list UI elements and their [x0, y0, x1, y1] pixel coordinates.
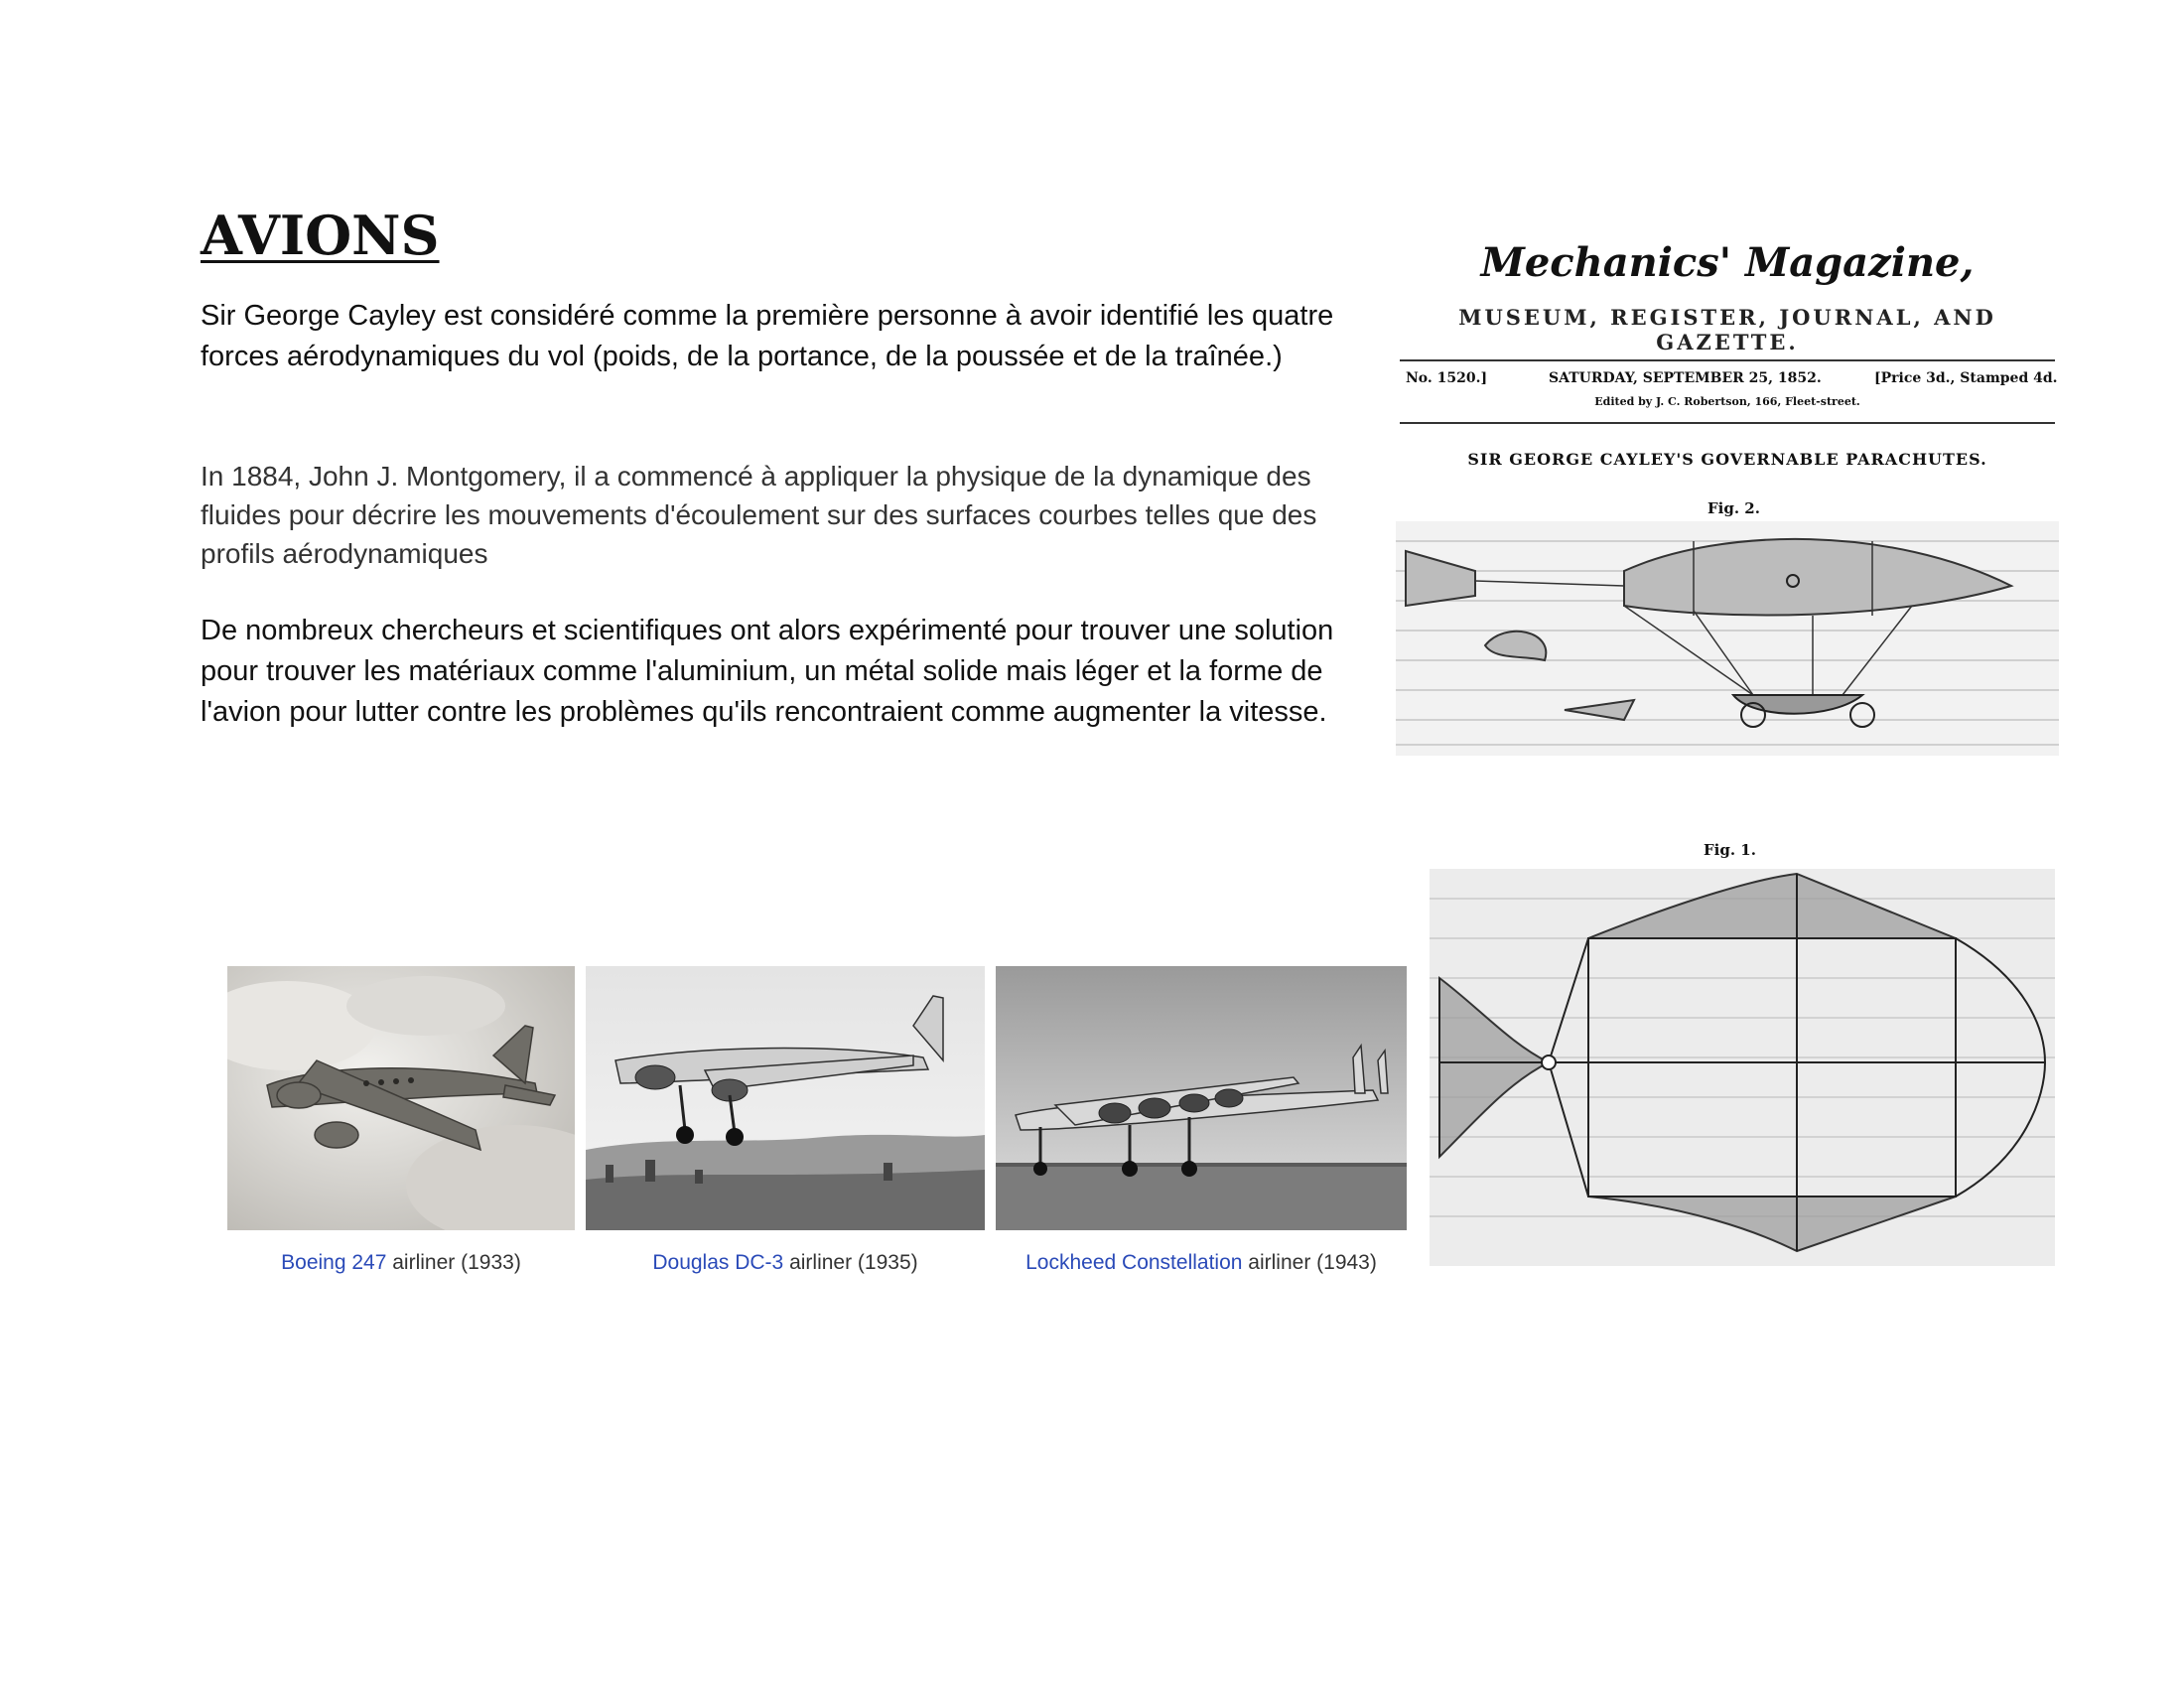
boeing-247-caption-text: airliner (1933): [386, 1251, 521, 1274]
magazine-article-title: SIR GEORGE CAYLEY'S GOVERNABLE PARACHUTES.: [1467, 450, 1987, 469]
douglas-dc3-caption-text: airliner (1935): [783, 1251, 918, 1274]
magazine-rule-top: [1400, 359, 2055, 361]
paragraph-montgomery: In 1884, John J. Montgomery, il a commencé à appliquer la physique de la dynamique des fluides pour décrire les mouvements d'écoulement sur des surfaces courbes telles que des profils aérodynamiques: [201, 461, 1317, 569]
boeing-247-link[interactable]: Boeing 247: [281, 1251, 387, 1274]
douglas-dc3-link[interactable]: Douglas DC-3: [652, 1251, 784, 1274]
lockheed-constellation-caption-text: airliner (1943): [1242, 1251, 1377, 1274]
lockheed-constellation-link[interactable]: Lockheed Constellation: [1025, 1251, 1243, 1274]
magazine-issue: No. 1520.]: [1406, 370, 1488, 386]
magazine-name: Mechanics' Magazine,: [1480, 239, 1975, 286]
page-title: AVIONS: [201, 204, 440, 267]
paragraph-research: De nombreux chercheurs et scientifiques ont alors expérimenté pour trouver une solution pour trouver les matériaux comme l'aluminium, un métal solide mais léger et la forme de l'avion pour lutter contre les problèmes qu'ils rencontraient comme augmenter la vitesse.: [201, 615, 1334, 728]
boeing-247-caption: [227, 1251, 575, 1275]
fig2-label: Fig. 2.: [1707, 499, 1760, 517]
magazine-rule-bottom: [1400, 422, 2055, 424]
magazine-editor: Edited by J. C. Robertson, 166, Fleet-street.: [1594, 395, 1860, 408]
fig1-label: Fig. 1.: [1704, 841, 1756, 859]
lockheed-constellation-photo: [996, 966, 1407, 1230]
magazine-subtitle: MUSEUM, REGISTER, JOURNAL, AND GAZETTE.: [1458, 305, 1996, 354]
boeing-247-photo: [227, 966, 575, 1230]
magazine-date: SATURDAY, SEPTEMBER 25, 1852.: [1549, 370, 1822, 386]
douglas-dc3-caption: [586, 1251, 985, 1275]
douglas-dc3-photo: [586, 966, 985, 1230]
paragraph-cayley: Sir George Cayley est considéré comme la première personne à avoir identifié les quatre forces aérodynamiques du vol (poids, de la portance, de la poussée et de la traînée.): [201, 300, 1334, 372]
lockheed-constellation-caption: [996, 1251, 1407, 1275]
parachute-fig2-drawing: [1396, 521, 2059, 756]
parachute-fig1-drawing: [1430, 869, 2055, 1266]
magazine-price: [Price 3d., Stamped 4d.: [1874, 370, 2058, 386]
